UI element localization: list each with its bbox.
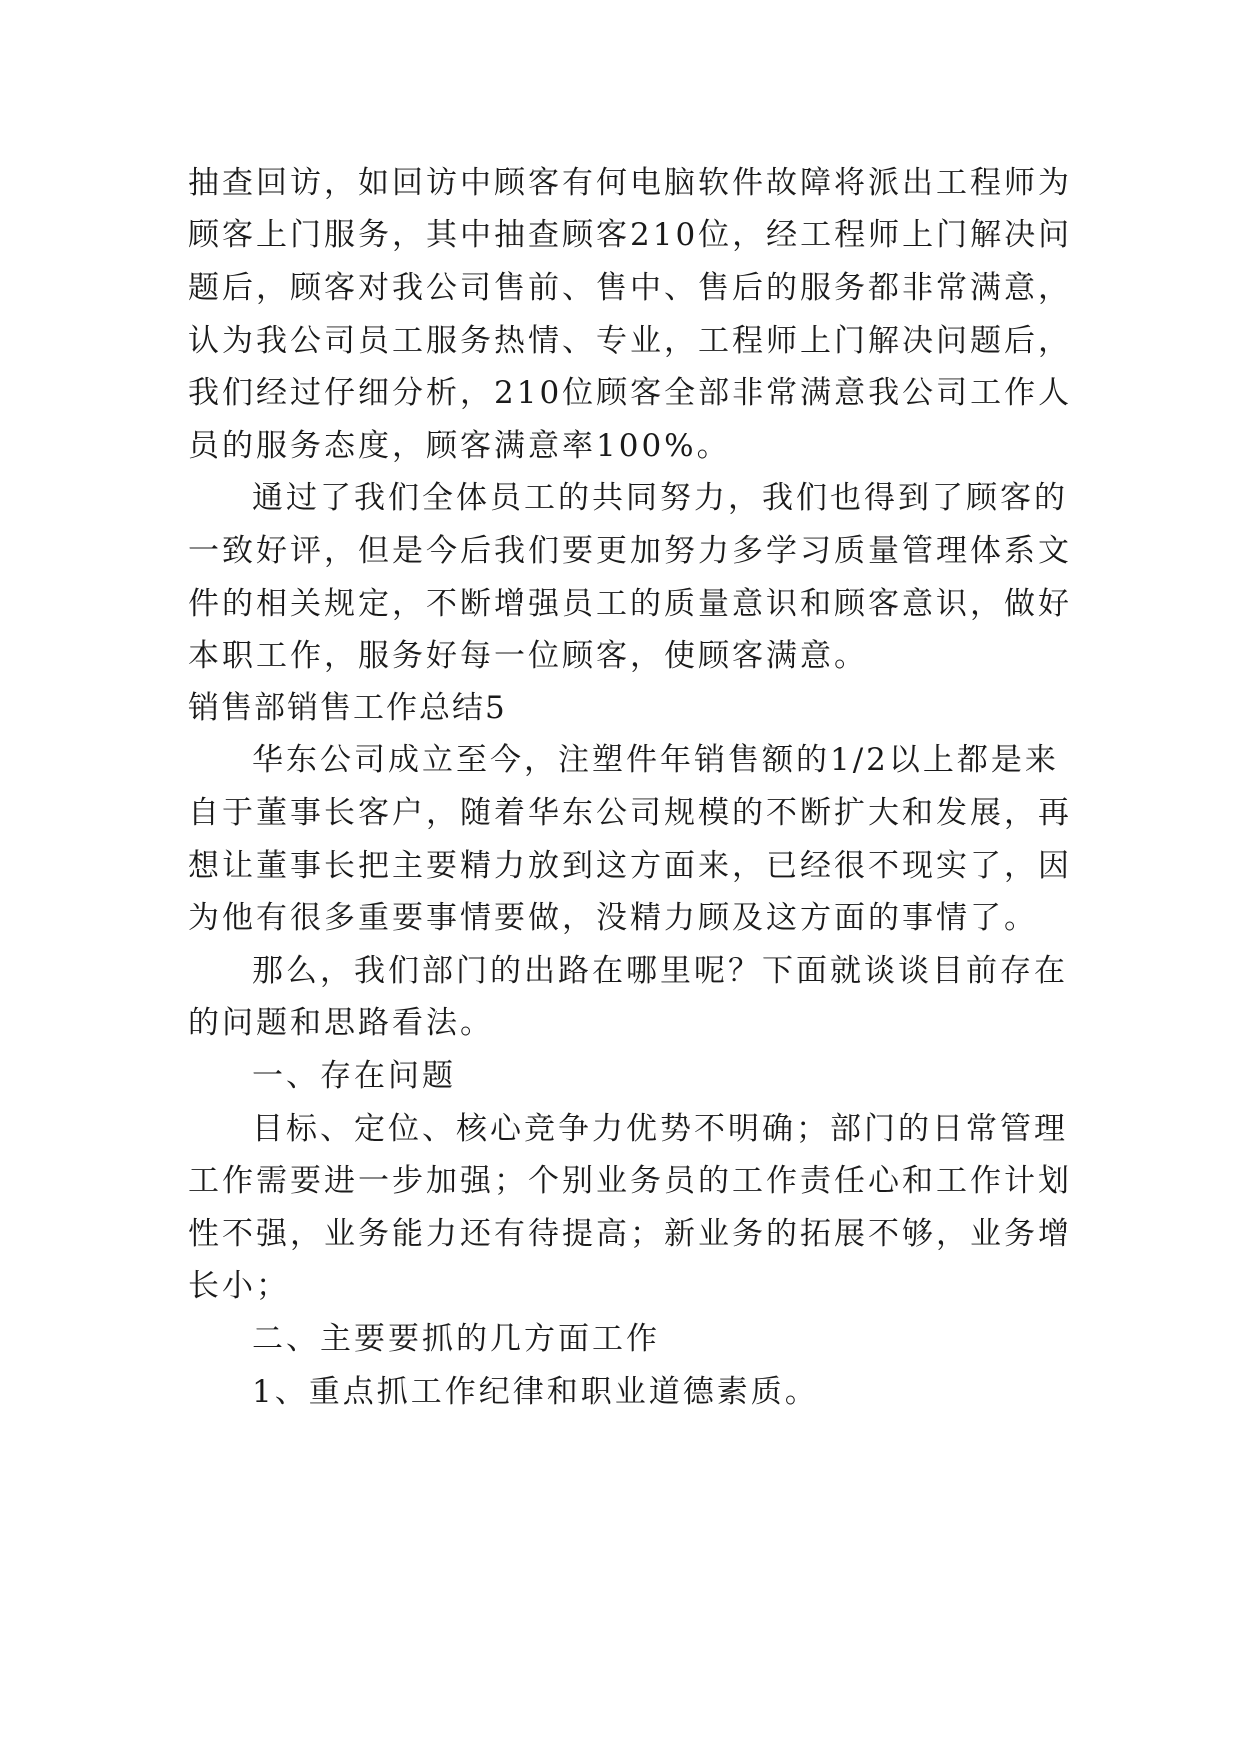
section-title: 销售部销售工作总结5 [188,690,507,726]
text-line: 我们经过仔细分析，210位顾客全部非常满意我公司工作人 [188,375,1073,411]
heading-problems: 一、存在问题 [252,1058,456,1094]
text-line: 为他有很多重要事情要做，没精力顾及这方面的事情了。 [188,900,1038,936]
text-line: 题后，顾客对我公司售前、售中、售后的服务都非常满意， [188,270,1072,306]
text-line: 顾客上门服务，其中抽查顾客210位，经工程师上门解决问 [188,217,1073,253]
text-line: 华东公司成立至今，注塑件年销售额的1/2以上都是来 [252,742,1059,778]
text-line: 自于董事长客户，随着华东公司规模的不断扩大和发展，再 [188,795,1072,831]
list-item: 1、重点抓工作纪律和职业道德素质。 [252,1374,819,1410]
text-line: 一致好评，但是今后我们要更加努力多学习质量管理体系文 [188,533,1072,569]
text-line: 认为我公司员工服务热情、专业，工程师上门解决问题后， [188,323,1072,359]
text-line: 件的相关规定，不断增强员工的质量意识和顾客意识，做好 [188,586,1072,622]
heading-main-work: 二、主要要抓的几方面工作 [252,1321,660,1357]
text-line: 那么，我们部门的出路在哪里呢？下面就谈谈目前存在 [252,953,1068,989]
text-line: 目标、定位、核心竞争力优势不明确；部门的日常管理 [252,1111,1068,1147]
text-line: 想让董事长把主要精力放到这方面来，已经很不现实了，因 [188,848,1072,884]
text-line: 抽查回访，如回访中顾客有何电脑软件故障将派出工程师为 [188,165,1072,201]
text-line: 通过了我们全体员工的共同努力，我们也得到了顾客的 [252,480,1068,516]
text-line: 员的服务态度，顾客满意率100%。 [188,428,731,464]
text-line: 长小； [188,1268,290,1304]
text-line: 工作需要进一步加强；个别业务员的工作责任心和工作计划 [188,1163,1072,1199]
text-line: 性不强，业务能力还有待提高；新业务的拓展不够，业务增 [188,1216,1072,1252]
text-line: 的问题和思路看法。 [188,1005,494,1041]
text-line: 本职工作，服务好每一位顾客，使顾客满意。 [188,638,868,674]
